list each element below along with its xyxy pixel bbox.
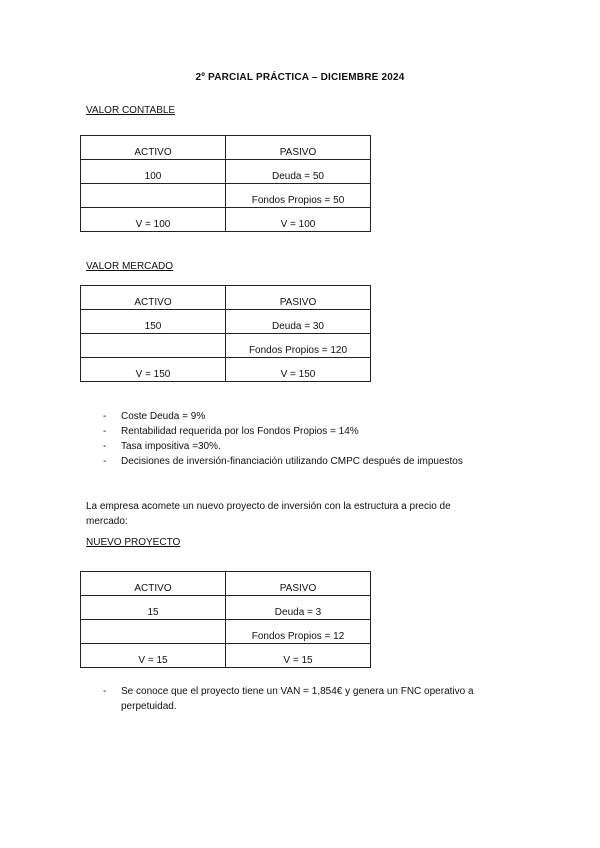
column-header-activo: ACTIVO (81, 286, 226, 310)
table-row (81, 208, 371, 232)
balance-table-valor-contable (80, 135, 371, 232)
table-cell (81, 620, 226, 644)
table-row (81, 620, 371, 644)
column-header-pasivo: PASIVO (226, 572, 371, 596)
table-header-row (81, 572, 371, 596)
table-row (81, 334, 371, 358)
section-heading-valor-contable: VALOR CONTABLE (86, 105, 176, 116)
column-header-activo: ACTIVO (81, 136, 226, 160)
table-cell: V = 15 (226, 644, 371, 668)
table-cell: Deuda = 30 (226, 310, 371, 334)
table-cell: 15 (81, 596, 226, 620)
conclusion-list (100, 684, 500, 714)
table-row (81, 358, 371, 382)
table-cell: Fondos Propios = 12 (226, 620, 371, 644)
list-item: - Se conoce que el proyecto tiene un VAN = 1,854€ y genera un FNC operativo a perpetuidad. (103, 686, 474, 712)
section-heading-valor-mercado: VALOR MERCADO (86, 261, 174, 272)
table-cell: V = 15 (81, 644, 226, 668)
list-item: - Coste Deuda = 9% (103, 411, 206, 422)
column-header-pasivo: PASIVO (226, 136, 371, 160)
table-cell: Deuda = 3 (226, 596, 371, 620)
list-item: - Decisiones de inversión-financiación utilizando CMPC después de impuestos (103, 456, 463, 467)
table-cell: Deuda = 50 (226, 160, 371, 184)
table-cell (81, 334, 226, 358)
table-cell: Fondos Propios = 120 (226, 334, 371, 358)
table-header-row (81, 286, 371, 310)
table-cell: V = 150 (226, 358, 371, 382)
table-cell: 100 (81, 160, 226, 184)
table-row (81, 596, 371, 620)
column-header-pasivo: PASIVO (226, 286, 371, 310)
list-item: - Tasa impositiva =30%. (103, 441, 221, 452)
page-title: 2º PARCIAL PRÁCTICA – DICIEMBRE 2024 (195, 72, 405, 83)
list-item: - Rentabilidad requerida por los Fondos Propios = 14% (103, 426, 359, 437)
table-cell: 150 (81, 310, 226, 334)
assumptions-list (100, 409, 463, 469)
balance-table-valor-mercado (80, 285, 371, 382)
balance-table-nuevo-proyecto (80, 571, 371, 668)
table-row (81, 184, 371, 208)
intro-paragraph: La empresa acomete un nuevo proyecto de inversión con la estructura a precio de mercado: (86, 501, 451, 527)
section-heading-nuevo-proyecto: NUEVO PROYECTO (86, 537, 181, 548)
table-cell: Fondos Propios = 50 (226, 184, 371, 208)
table-row (81, 644, 371, 668)
table-cell: V = 100 (226, 208, 371, 232)
table-cell: V = 150 (81, 358, 226, 382)
table-cell (81, 184, 226, 208)
table-header-row (81, 136, 371, 160)
table-cell: V = 100 (81, 208, 226, 232)
column-header-activo: ACTIVO (81, 572, 226, 596)
table-row (81, 310, 371, 334)
table-row (81, 160, 371, 184)
